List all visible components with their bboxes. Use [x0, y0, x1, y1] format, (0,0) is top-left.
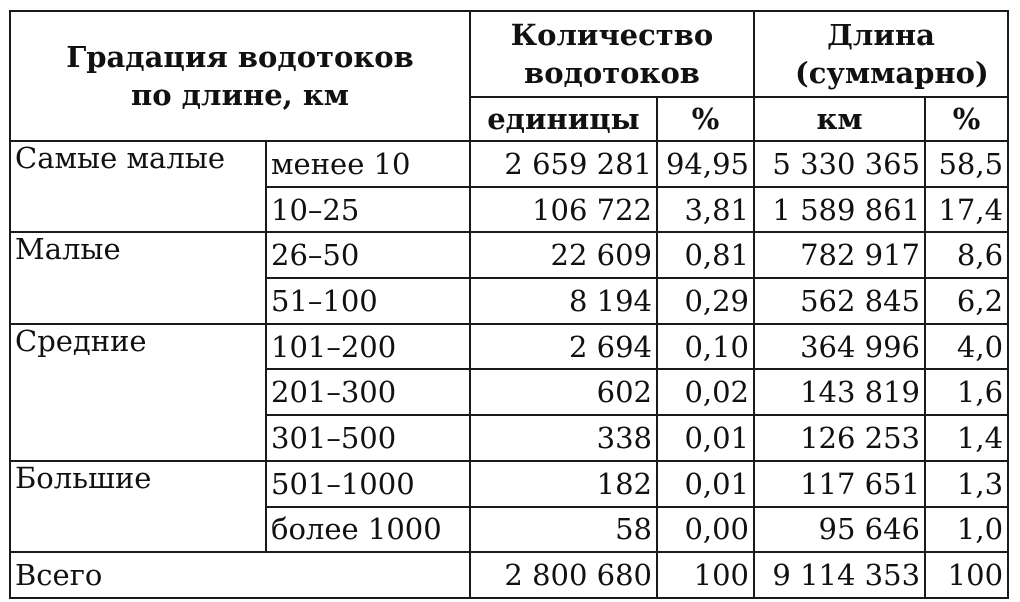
header-length-percent: %: [925, 97, 1008, 141]
count-percent-cell: 0,02: [657, 369, 754, 415]
length-cell: 126 253: [754, 415, 925, 461]
length-percent-cell: 6,2: [925, 278, 1008, 324]
length-percent-cell: 1,4: [925, 415, 1008, 461]
total-length-cell: 9 114 353: [754, 552, 925, 598]
count-percent-cell: 0,00: [657, 507, 754, 553]
watercourse-table: [9, 10, 1009, 599]
count-percent-cell: 0,81: [657, 232, 754, 278]
group-label: Большие: [10, 461, 266, 552]
length-percent-cell: 8,6: [925, 232, 1008, 278]
group-label: Самые малые: [10, 141, 266, 232]
range-cell: менее 10: [266, 141, 470, 187]
range-cell: 501–1000: [266, 461, 470, 507]
count-cell: 8 194: [470, 278, 657, 324]
length-cell: 782 917: [754, 232, 925, 278]
header-count-units: единицы: [470, 97, 657, 141]
count-cell: 602: [470, 369, 657, 415]
header-length-units: км: [754, 97, 925, 141]
count-percent-cell: 0,01: [657, 461, 754, 507]
length-cell: 364 996: [754, 324, 925, 370]
count-percent-cell: 0,29: [657, 278, 754, 324]
total-length-percent-cell: 100: [925, 552, 1008, 598]
length-percent-cell: 4,0: [925, 324, 1008, 370]
count-cell: 2 694: [470, 324, 657, 370]
range-cell: 26–50: [266, 232, 470, 278]
length-cell: 95 646: [754, 507, 925, 553]
table-row: [10, 232, 1008, 278]
table-row: [10, 324, 1008, 370]
length-percent-cell: 1,6: [925, 369, 1008, 415]
range-cell: 101–200: [266, 324, 470, 370]
header-count-percent: %: [657, 97, 754, 141]
count-percent-cell: 0,01: [657, 415, 754, 461]
total-count-cell: 2 800 680: [470, 552, 657, 598]
range-cell: 301–500: [266, 415, 470, 461]
total-row: [10, 552, 1008, 598]
length-cell: 117 651: [754, 461, 925, 507]
total-count-percent-cell: 100: [657, 552, 754, 598]
group-label: Малые: [10, 232, 266, 323]
count-cell: 106 722: [470, 187, 657, 233]
length-cell: 1 589 861: [754, 187, 925, 233]
range-cell: более 1000: [266, 507, 470, 553]
length-percent-cell: 1,3: [925, 461, 1008, 507]
group-label: Средние: [10, 324, 266, 461]
count-cell: 2 659 281: [470, 141, 657, 187]
count-cell: 58: [470, 507, 657, 553]
count-percent-cell: 3,81: [657, 187, 754, 233]
count-percent-cell: 0,10: [657, 324, 754, 370]
header-length: Длина (суммарно): [754, 11, 1008, 97]
length-percent-cell: 58,5: [925, 141, 1008, 187]
length-cell: 143 819: [754, 369, 925, 415]
count-cell: 22 609: [470, 232, 657, 278]
count-cell: 338: [470, 415, 657, 461]
count-percent-cell: 94,95: [657, 141, 754, 187]
range-cell: 51–100: [266, 278, 470, 324]
table-row: [10, 461, 1008, 507]
length-cell: 562 845: [754, 278, 925, 324]
table-row: [10, 141, 1008, 187]
range-cell: 201–300: [266, 369, 470, 415]
header-count: Количество водотоков: [470, 11, 754, 97]
length-cell: 5 330 365: [754, 141, 925, 187]
total-label: Всего: [10, 552, 470, 598]
count-cell: 182: [470, 461, 657, 507]
header-grade: Градация водотоков по длине, км: [10, 11, 470, 141]
length-percent-cell: 1,0: [925, 507, 1008, 553]
length-percent-cell: 17,4: [925, 187, 1008, 233]
range-cell: 10–25: [266, 187, 470, 233]
